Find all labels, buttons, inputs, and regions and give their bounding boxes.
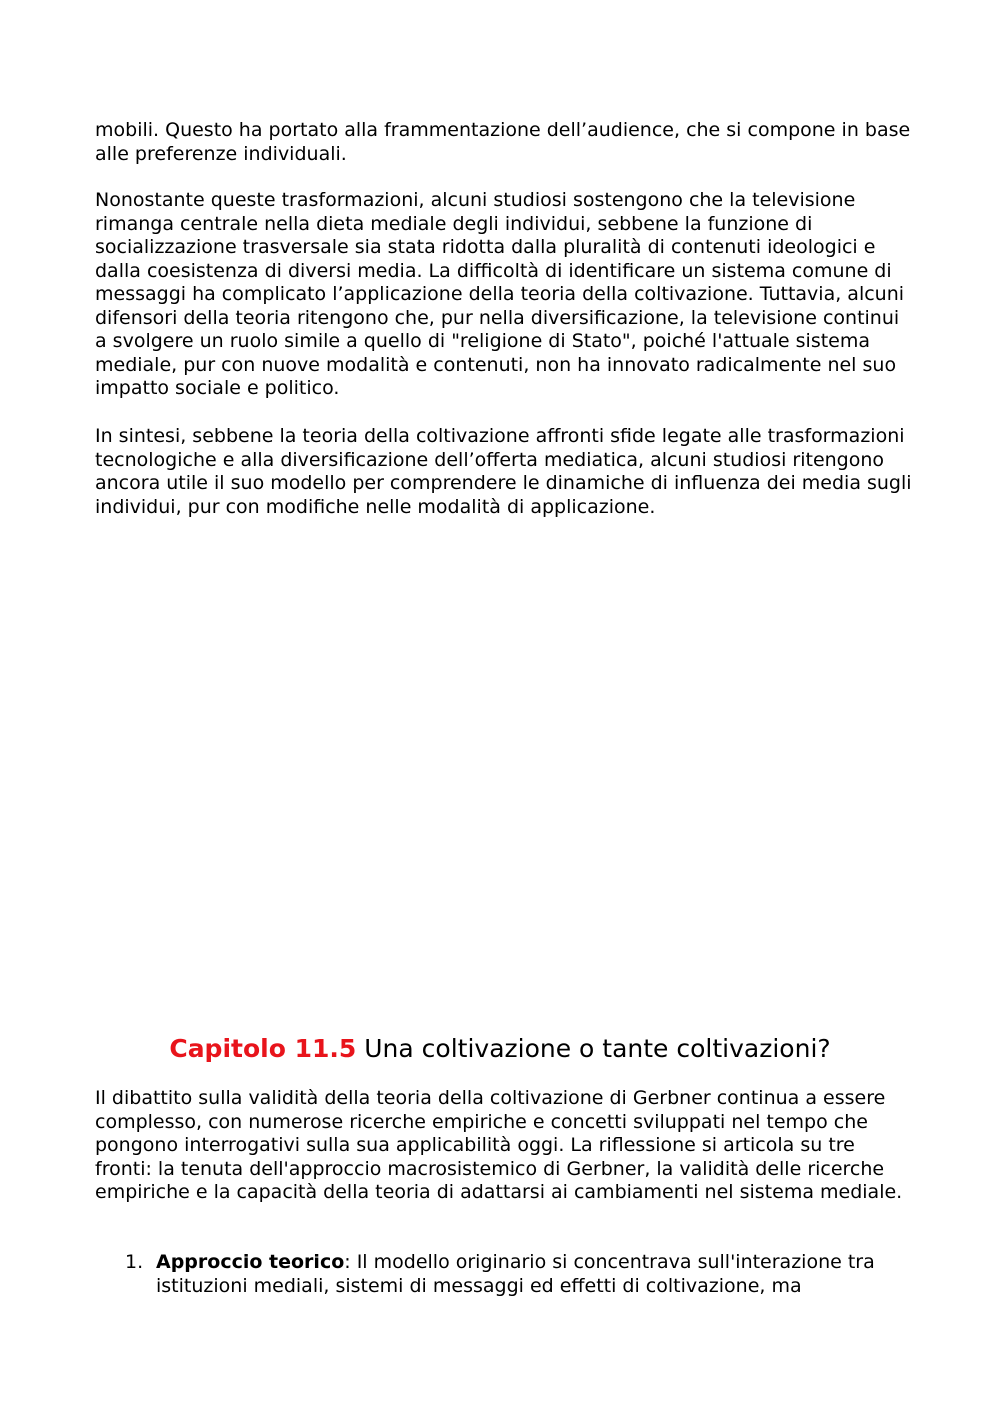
list-item-number: 1. — [125, 1251, 144, 1273]
paragraph-television-centrality: Nonostante queste trasformazioni, alcuni studiosi sostengono che la televisione rimanga centrale nella dieta mediale degli individui, sebbene la funzione di socializzazione trasversale sia stata ridotta dalla pluralità di contenuti ideologici e dalla coesistenza di diversi media. La difficoltà di identificare un sistema comune di messaggi ha complicato l’applicazione della teoria della coltivazione. Tuttavia, alcuni difensori della teoria ritengono che, pur nella diversificazione, la televisione continui a svolgere un ruolo simile a quello di "religione di Stato", poiché l'attuale sistema mediale, pur con nuove modalità e contenuti, non ha innovato radicalmente nel suo impatto sociale e politico. — [95, 189, 905, 399]
chapter-label: Capitolo 11.5 — [169, 1034, 357, 1063]
paragraph-audience-fragmentation: mobili. Questo ha portato alla frammentazione dell’audience, che si compone in base alle preferenze individuali. — [95, 119, 911, 165]
numbered-list — [95, 1251, 915, 1298]
list-item-text: : Il modello originario si concentrava sull'interazione tra istituzioni mediali, sistemi di messaggi ed effetti di coltivazione, ma — [156, 1251, 875, 1297]
list-item — [95, 1251, 915, 1298]
chapter-heading — [0, 1033, 1000, 1065]
paragraph-gerbner-debate: Il dibattito sulla validità della teoria della coltivazione di Gerbner continua a essere complesso, con numerose ricerche empiriche e concetti sviluppati nel tempo che pongono interrogativi sulla sua applicabilità oggi. La riflessione si articola su tre fronti: la tenuta dell'approccio macrosistemico di Gerbner, la validità delle ricerche empiriche e la capacità della teoria di adattarsi ai cambiamenti nel sistema mediale. — [95, 1087, 903, 1203]
list-item-term: Approccio teorico — [156, 1251, 345, 1273]
paragraph-summary: In sintesi, sebbene la teoria della coltivazione affronti sfide legate alle trasformazioni tecnologiche e alla diversificazione dell’offerta mediatica, alcuni studiosi ritengono ancora utile il suo modello per comprendere le dinamiche di influenza dei media sugli individui, pur con modifiche nelle modalità di applicazione. — [95, 425, 912, 518]
chapter-title-text: Una coltivazione o tante coltivazioni? — [364, 1034, 831, 1063]
